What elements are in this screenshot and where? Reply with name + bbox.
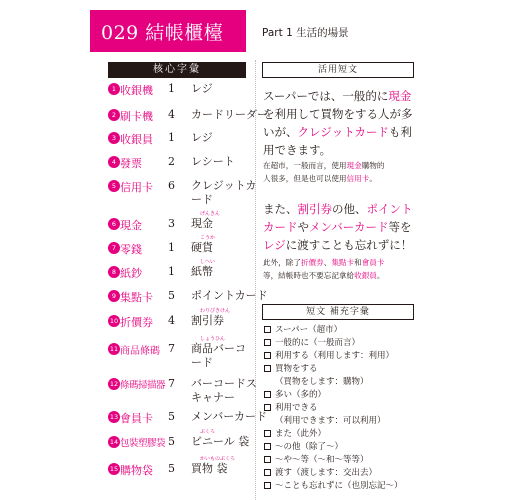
vocab-number-badge: 15 (109, 465, 119, 473)
phrase-text: 。 (376, 271, 385, 280)
vocab-number-badge: 8 (108, 266, 120, 278)
supplement-item (264, 415, 386, 428)
vocab-furigana: しょうひん (200, 336, 226, 342)
vocab-accent-number: 5 (168, 289, 175, 302)
vocab-chinese-term: 集點卡 (120, 291, 153, 304)
vocab-chinese-term: 收銀員 (120, 133, 153, 146)
phrase-text: も利 (388, 125, 412, 139)
vocab-accent-number: 1 (168, 131, 175, 144)
phrase-text: 。 (369, 174, 377, 183)
phrase-text: 此外，除了 (263, 258, 301, 267)
active-phrases-heading: 活用短文 (262, 62, 414, 78)
phrase-chinese-line (263, 270, 385, 281)
phrase-text: いが、 (263, 125, 298, 139)
supplement-item (264, 428, 326, 441)
vocab-japanese-term: メンバーカード (191, 410, 268, 423)
checkbox-icon[interactable] (264, 456, 271, 463)
highlighted-term: 會員卡 (361, 258, 385, 267)
supplement-item-text: ～や～等（～和～等等） (275, 455, 369, 465)
vocab-chinese-term: 條碼掃描器 (120, 380, 166, 391)
vocab-accent-number: 4 (168, 314, 175, 327)
vocab-furigana: こうか (200, 235, 216, 241)
supplement-item (264, 337, 360, 350)
supplement-item (264, 324, 342, 337)
vocab-accent-number: 1 (168, 241, 175, 254)
supplement-item (264, 480, 403, 493)
supplement-item-text: 利用できる (275, 403, 318, 413)
vocab-japanese-term: レジ (191, 131, 213, 144)
highlighted-term: 折價券 (300, 258, 324, 267)
vocab-japanese-term: 紙幣 (191, 265, 213, 278)
supplement-item-text: 一般的に（一般而言） (275, 338, 361, 348)
vocab-accent-number: 7 (168, 342, 175, 355)
checkbox-icon[interactable] (264, 404, 271, 411)
phrase-text: 和 (354, 258, 362, 267)
vocab-number-badge: 3 (108, 132, 120, 144)
phrase-japanese-line (263, 124, 412, 140)
vocab-number-badge: 6 (108, 218, 120, 230)
highlighted-term: カード (263, 220, 298, 234)
checkbox-icon[interactable] (264, 365, 271, 372)
checkbox-icon[interactable] (264, 443, 271, 450)
supplement-item-text: ～の他（除了～） (275, 442, 344, 452)
highlighted-term: 割引券 (297, 202, 332, 216)
checkbox-icon[interactable] (264, 430, 271, 437)
vocab-number-badge: 5 (108, 180, 120, 192)
phrase-text: 、 (323, 258, 332, 267)
phrase-text: また、 (263, 202, 298, 216)
vocab-japanese-term: レシート (191, 155, 235, 168)
core-vocab-heading: 核心字彙 (108, 62, 246, 78)
column-divider (255, 60, 256, 500)
highlighted-term: ポイント (366, 202, 413, 216)
phrase-japanese-line (263, 201, 413, 217)
vocab-accent-number: 5 (168, 435, 175, 448)
vocab-japanese-term: ビニール 袋 (191, 435, 250, 448)
vocab-japanese-term: 硬貨 (191, 241, 213, 254)
vocab-number-badge: 7 (108, 242, 120, 254)
supplement-vocab-heading: 短文 補充字彙 (262, 304, 414, 320)
vocab-chinese-term: 會員卡 (120, 412, 153, 425)
supplement-item-text: スーパー（超市） (275, 325, 343, 335)
vocab-accent-number: 5 (168, 410, 175, 423)
vocab-number-badge: 4 (108, 156, 120, 168)
vocab-chinese-term: 收銀機 (120, 84, 153, 97)
checkbox-icon[interactable] (264, 482, 271, 489)
vocab-japanese-term: 商品バーコ ード (191, 342, 246, 369)
vocab-number-badge: 1 (108, 83, 120, 95)
supplement-item (264, 389, 326, 402)
supplement-item-text: また（此外） (275, 429, 327, 439)
phrase-text: を利用して買物をする人が多 (263, 107, 413, 121)
vocab-number-badge: 13 (109, 413, 119, 421)
highlighted-term: 現金 (388, 89, 412, 103)
supplement-item (264, 454, 369, 467)
highlighted-term: レジ (263, 238, 286, 252)
vocab-number-badge: 2 (108, 109, 120, 121)
supplement-item-text: 利用する（利用します：利用） (275, 351, 395, 361)
vocab-furigana: しへい (200, 259, 216, 265)
vocab-accent-number: 6 (168, 179, 175, 192)
part-label: Part 1 生活的場景 (262, 27, 349, 39)
vocab-chinese-term: 購物袋 (120, 464, 153, 477)
supplement-item (264, 402, 318, 415)
supplement-item-text: 多い（多的） (275, 390, 327, 400)
phrase-japanese-line (263, 88, 411, 104)
vocab-number-badge: 9 (108, 290, 120, 302)
supplement-item-text: 渡す（渡します：交出去） (275, 468, 378, 478)
phrase-text: に渡すことも忘れずに！ (285, 238, 413, 252)
supplement-item (264, 363, 318, 376)
vocab-japanese-term: バーコードス キャナー (191, 377, 257, 404)
checkbox-icon[interactable] (264, 352, 271, 359)
vocab-chinese-term: 折價券 (120, 316, 153, 329)
vocab-accent-number: 7 (168, 377, 175, 390)
checkbox-icon[interactable] (264, 326, 271, 333)
phrase-chinese-line (263, 257, 385, 268)
vocab-number-badge: 11 (109, 345, 119, 353)
vocab-chinese-term: 信用卡 (120, 181, 153, 194)
vocab-number-badge: 10 (109, 317, 119, 325)
vocab-chinese-term: 現金 (120, 219, 142, 232)
phrase-japanese-line (263, 106, 413, 122)
highlighted-term: 信用卡 (346, 174, 370, 183)
phrase-chinese-line (263, 173, 377, 184)
vocab-japanese-term: クレジットカ ード (191, 179, 257, 206)
vocab-furigana: かいものぶくろ (200, 456, 236, 462)
vocab-chinese-term: 發票 (120, 157, 142, 170)
phrase-japanese-line (263, 219, 411, 235)
highlighted-term: 現金 (346, 161, 362, 170)
supplement-item-text: ～ことも忘れずに（也別忘記～） (275, 481, 403, 491)
vocab-number-badge: 12 (109, 380, 119, 388)
checkbox-icon[interactable] (264, 339, 271, 346)
supplement-item-text: （買物をします：購物） (275, 377, 369, 387)
phrase-text: 等，結帳時也不要忘記拿給 (263, 271, 355, 280)
phrase-chinese-line (263, 160, 385, 171)
vocab-accent-number: 1 (168, 265, 175, 278)
vocab-japanese-term: 買物 袋 (191, 462, 228, 475)
highlighted-term: メンバーカード (309, 220, 389, 234)
vocab-chinese-term: 零錢 (120, 243, 142, 256)
supplement-item (264, 376, 369, 389)
vocab-furigana: わりびきけん (200, 308, 231, 314)
phrase-text: 等を (388, 220, 412, 234)
highlighted-term: 收銀員 (354, 271, 377, 280)
phrase-text: 人很多，但是也可以使用 (263, 174, 347, 183)
vocab-furigana: げんきん (200, 211, 221, 217)
vocab-accent-number: 3 (168, 217, 175, 230)
supplement-item-text: （利用できます：可以利用） (275, 416, 386, 426)
vocab-japanese-term: カードリーダー (191, 108, 268, 121)
vocab-accent-number: 2 (168, 155, 175, 168)
phrase-text: の他、 (332, 202, 367, 216)
vocab-number-badge: 14 (109, 438, 119, 446)
checkbox-icon[interactable] (264, 391, 271, 398)
phrase-text: 用できます。 (263, 143, 332, 157)
vocab-japanese-term: ポイントカード (191, 289, 268, 302)
vocab-chinese-term: 刷卡機 (120, 110, 153, 123)
vocab-furigana: ぶくろ (200, 429, 216, 435)
vocab-japanese-term: 割引券 (191, 314, 224, 327)
phrase-text: スーパーでは、一般的に (263, 89, 389, 103)
vocab-chinese-term: 紙鈔 (120, 267, 142, 280)
vocab-accent-number: 1 (168, 82, 175, 95)
phrase-japanese-line (263, 142, 331, 158)
chapter-title: 029 結帳櫃檯 (101, 22, 224, 44)
vocab-japanese-term: 現金 (191, 217, 213, 230)
phrase-text: 購物的 (361, 161, 385, 170)
supplement-item (264, 467, 377, 480)
checkbox-icon[interactable] (264, 469, 271, 476)
supplement-item-text: 買物をする (275, 364, 318, 374)
highlighted-term: 集點卡 (331, 258, 355, 267)
vocab-accent-number: 4 (168, 108, 175, 121)
phrase-japanese-line (263, 237, 412, 253)
phrase-text: や (297, 220, 309, 234)
supplement-item (264, 441, 343, 454)
vocab-chinese-term: 商品條碼 (120, 346, 160, 357)
highlighted-term: クレジットカード (297, 125, 389, 139)
supplement-item (264, 350, 394, 363)
vocab-chinese-term: 包裝塑膠袋 (120, 438, 166, 449)
vocab-accent-number: 5 (168, 462, 175, 475)
phrase-text: 在超市，一般而言，使用 (263, 161, 347, 170)
vocab-japanese-term: レジ (191, 82, 213, 95)
